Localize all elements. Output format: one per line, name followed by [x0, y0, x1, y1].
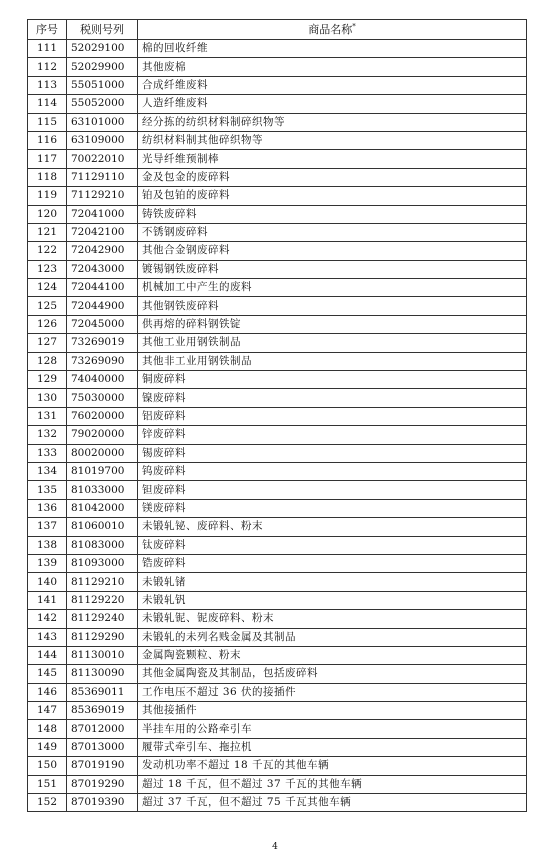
row-name-cell: 经分拣的纺织材料制碎织物等 — [138, 113, 527, 131]
row-name-cell: 铂及包铂的废碎料 — [138, 187, 527, 205]
row-code-cell: 85369011 — [67, 683, 138, 701]
row-seq-cell: 115 — [28, 113, 67, 131]
table-row — [28, 223, 527, 241]
row-seq-cell: 117 — [28, 150, 67, 168]
row-code-cell: 75030000 — [67, 389, 138, 407]
row-name-cell: 合成纤维废料 — [138, 76, 527, 94]
row-code-cell: 52029900 — [67, 58, 138, 76]
header-seq: 序号 — [28, 20, 67, 40]
row-name-cell: 纺织材料制其他碎织物等 — [138, 131, 527, 149]
row-name-cell: 钽废碎料 — [138, 481, 527, 499]
row-name-cell: 镍废碎料 — [138, 389, 527, 407]
table-row — [28, 646, 527, 664]
table-row — [28, 279, 527, 297]
row-code-cell: 72045000 — [67, 315, 138, 333]
table-row — [28, 628, 527, 646]
row-code-cell: 52029100 — [67, 40, 138, 58]
row-name-cell: 未锻轧钒 — [138, 591, 527, 609]
table-row — [28, 389, 527, 407]
row-name-cell: 钛废碎料 — [138, 536, 527, 554]
row-name-cell: 其他非工业用钢铁制品 — [138, 352, 527, 370]
row-name-cell: 未锻轧铌、铌废碎料、粉末 — [138, 610, 527, 628]
row-seq-cell: 150 — [28, 757, 67, 775]
row-name-cell: 超过 37 千瓦，但不超过 75 千瓦其他车辆 — [138, 794, 527, 812]
row-code-cell: 81093000 — [67, 554, 138, 572]
table-row — [28, 352, 527, 370]
row-code-cell: 81083000 — [67, 536, 138, 554]
row-seq-cell: 119 — [28, 187, 67, 205]
table-body — [28, 40, 527, 812]
row-seq-cell: 121 — [28, 223, 67, 241]
row-seq-cell: 114 — [28, 95, 67, 113]
row-name-cell: 未锻轧的未列名贱金属及其制品 — [138, 628, 527, 646]
row-code-cell: 81129210 — [67, 573, 138, 591]
row-code-cell: 70022010 — [67, 150, 138, 168]
table-row — [28, 58, 527, 76]
row-code-cell: 72044100 — [67, 279, 138, 297]
row-name-cell: 半挂车用的公路牵引车 — [138, 720, 527, 738]
row-seq-cell: 116 — [28, 131, 67, 149]
table-row — [28, 150, 527, 168]
row-seq-cell: 136 — [28, 499, 67, 517]
row-name-cell: 其他金属陶瓷及其制品，包括废碎料 — [138, 665, 527, 683]
row-name-cell: 人造纤维废料 — [138, 95, 527, 113]
row-seq-cell: 111 — [28, 40, 67, 58]
row-code-cell: 55052000 — [67, 95, 138, 113]
table-row — [28, 131, 527, 149]
table-row — [28, 444, 527, 462]
row-code-cell: 81130090 — [67, 665, 138, 683]
row-code-cell: 79020000 — [67, 426, 138, 444]
row-seq-cell: 135 — [28, 481, 67, 499]
row-seq-cell: 141 — [28, 591, 67, 609]
row-code-cell: 87019390 — [67, 794, 138, 812]
row-seq-cell: 124 — [28, 279, 67, 297]
table-row — [28, 665, 527, 683]
row-seq-cell: 151 — [28, 775, 67, 793]
row-code-cell: 80020000 — [67, 444, 138, 462]
row-name-cell: 不锈钢废碎料 — [138, 223, 527, 241]
row-name-cell: 履带式牵引车、拖拉机 — [138, 738, 527, 756]
row-code-cell: 72043000 — [67, 260, 138, 278]
row-code-cell: 81129290 — [67, 628, 138, 646]
row-seq-cell: 128 — [28, 352, 67, 370]
row-name-cell: 锌废碎料 — [138, 426, 527, 444]
row-code-cell: 73269019 — [67, 334, 138, 352]
row-code-cell: 81129220 — [67, 591, 138, 609]
row-code-cell: 87019290 — [67, 775, 138, 793]
table-row — [28, 775, 527, 793]
table-row — [28, 481, 527, 499]
row-name-cell: 发动机功率不超过 18 千瓦的其他车辆 — [138, 757, 527, 775]
table-row — [28, 315, 527, 333]
row-code-cell: 72044900 — [67, 297, 138, 315]
table-row — [28, 426, 527, 444]
row-name-cell: 未锻轧锗 — [138, 573, 527, 591]
row-seq-cell: 132 — [28, 426, 67, 444]
table-row — [28, 168, 527, 186]
row-name-cell: 锆废碎料 — [138, 554, 527, 572]
table-row — [28, 683, 527, 701]
row-code-cell: 55051000 — [67, 76, 138, 94]
row-code-cell: 76020000 — [67, 407, 138, 425]
row-code-cell: 87012000 — [67, 720, 138, 738]
row-code-cell: 72042100 — [67, 223, 138, 241]
row-seq-cell: 143 — [28, 628, 67, 646]
table-row — [28, 554, 527, 572]
table-row — [28, 757, 527, 775]
header-name-label: 商品名称 — [308, 23, 353, 36]
row-code-cell: 71129110 — [67, 168, 138, 186]
table-row — [28, 610, 527, 628]
row-name-cell: 镀锡钢铁废碎料 — [138, 260, 527, 278]
row-seq-cell: 126 — [28, 315, 67, 333]
row-seq-cell: 139 — [28, 554, 67, 572]
table-row — [28, 187, 527, 205]
row-name-cell: 其他合金钢废碎料 — [138, 242, 527, 260]
table-row — [28, 297, 527, 315]
row-code-cell: 81019700 — [67, 462, 138, 480]
row-name-cell: 其他接插件 — [138, 702, 527, 720]
table-row — [28, 407, 527, 425]
table-row — [28, 260, 527, 278]
row-name-cell: 铝废碎料 — [138, 407, 527, 425]
row-name-cell: 机械加工中产生的废料 — [138, 279, 527, 297]
row-name-cell: 其他废棉 — [138, 58, 527, 76]
row-name-cell: 锡废碎料 — [138, 444, 527, 462]
table-row — [28, 371, 527, 389]
row-seq-cell: 149 — [28, 738, 67, 756]
table-row — [28, 591, 527, 609]
table-row — [28, 702, 527, 720]
row-code-cell: 81042000 — [67, 499, 138, 517]
row-seq-cell: 144 — [28, 646, 67, 664]
table-row — [28, 205, 527, 223]
row-name-cell: 金及包金的废碎料 — [138, 168, 527, 186]
row-code-cell: 73269090 — [67, 352, 138, 370]
table-header-row — [28, 20, 527, 40]
row-seq-cell: 138 — [28, 536, 67, 554]
tariff-table — [27, 19, 527, 812]
row-seq-cell: 142 — [28, 610, 67, 628]
row-seq-cell: 125 — [28, 297, 67, 315]
row-seq-cell: 146 — [28, 683, 67, 701]
row-name-cell: 超过 18 千瓦，但不超过 37 千瓦的其他车辆 — [138, 775, 527, 793]
row-seq-cell: 127 — [28, 334, 67, 352]
row-code-cell: 71129210 — [67, 187, 138, 205]
row-seq-cell: 147 — [28, 702, 67, 720]
row-name-cell: 其他钢铁废碎料 — [138, 297, 527, 315]
row-code-cell: 81129240 — [67, 610, 138, 628]
row-code-cell: 85369019 — [67, 702, 138, 720]
row-seq-cell: 140 — [28, 573, 67, 591]
row-name-cell: 光导纤维预制棒 — [138, 150, 527, 168]
table-row — [28, 76, 527, 94]
row-seq-cell: 145 — [28, 665, 67, 683]
table-row — [28, 794, 527, 812]
row-seq-cell: 112 — [28, 58, 67, 76]
row-code-cell: 87013000 — [67, 738, 138, 756]
row-seq-cell: 123 — [28, 260, 67, 278]
row-seq-cell: 113 — [28, 76, 67, 94]
row-code-cell: 81033000 — [67, 481, 138, 499]
header-name-mark: * — [352, 22, 356, 31]
row-seq-cell: 122 — [28, 242, 67, 260]
row-code-cell: 81130010 — [67, 646, 138, 664]
row-name-cell: 铜废碎料 — [138, 371, 527, 389]
row-seq-cell: 137 — [28, 518, 67, 536]
row-name-cell: 工作电压不超过 36 伏的接插件 — [138, 683, 527, 701]
row-name-cell: 钨废碎料 — [138, 462, 527, 480]
table-row — [28, 40, 527, 58]
table-row — [28, 95, 527, 113]
table-row — [28, 536, 527, 554]
row-seq-cell: 131 — [28, 407, 67, 425]
table-row — [28, 242, 527, 260]
row-code-cell: 87019190 — [67, 757, 138, 775]
row-code-cell: 81060010 — [67, 518, 138, 536]
table-row — [28, 334, 527, 352]
row-code-cell: 72041000 — [67, 205, 138, 223]
table-row — [28, 462, 527, 480]
table-row — [28, 518, 527, 536]
row-name-cell: 铸铁废碎料 — [138, 205, 527, 223]
row-code-cell: 63109000 — [67, 131, 138, 149]
row-code-cell: 72042900 — [67, 242, 138, 260]
table-row — [28, 573, 527, 591]
row-name-cell: 棉的回收纤维 — [138, 40, 527, 58]
header-name — [138, 20, 527, 40]
row-name-cell: 未锻轧铋、废碎料、粉末 — [138, 518, 527, 536]
row-seq-cell: 130 — [28, 389, 67, 407]
row-name-cell: 其他工业用钢铁制品 — [138, 334, 527, 352]
row-seq-cell: 118 — [28, 168, 67, 186]
row-name-cell: 镁废碎料 — [138, 499, 527, 517]
row-code-cell: 74040000 — [67, 371, 138, 389]
table-row — [28, 738, 527, 756]
row-seq-cell: 133 — [28, 444, 67, 462]
row-seq-cell: 134 — [28, 462, 67, 480]
table-row — [28, 113, 527, 131]
page-number: 4 — [272, 842, 278, 852]
header-code: 税则号列 — [67, 20, 138, 40]
row-seq-cell: 129 — [28, 371, 67, 389]
row-name-cell: 金属陶瓷颗粒、粉末 — [138, 646, 527, 664]
table-row — [28, 499, 527, 517]
table-row — [28, 720, 527, 738]
row-name-cell: 供再熔的碎料钢铁锭 — [138, 315, 527, 333]
row-code-cell: 63101000 — [67, 113, 138, 131]
row-seq-cell: 152 — [28, 794, 67, 812]
row-seq-cell: 148 — [28, 720, 67, 738]
row-seq-cell: 120 — [28, 205, 67, 223]
